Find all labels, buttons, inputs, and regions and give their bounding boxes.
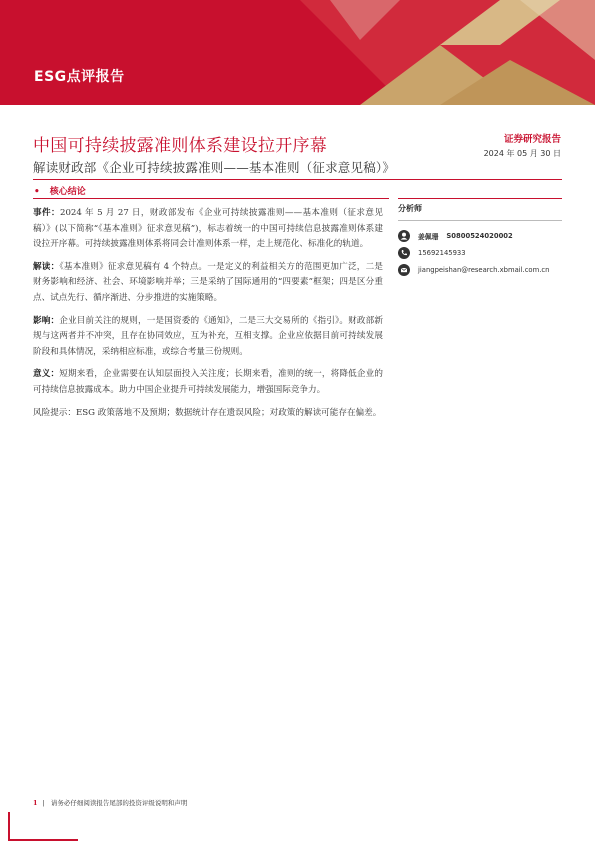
paragraph-event: [33, 206, 383, 253]
paragraph-text: 《基本准则》征求意见稿有 4 个特点。一是定义的利益相关方的范围更加广泛，二是财务影响和经济、社会、环境影响并举；三是采纳了国际通用的“四要素”框架；四是区分重点、试点先行、循序渐进、分步推进的实施策略。: [33, 261, 383, 303]
page-number: 1: [33, 799, 38, 807]
person-icon: [398, 230, 410, 242]
corner-mark-vertical: [8, 812, 10, 841]
paragraph-significance: [33, 367, 383, 398]
title-divider: [33, 179, 562, 180]
paragraph-impact: [33, 314, 383, 361]
analyst-panel: [398, 198, 562, 278]
analyst-divider: [398, 198, 562, 199]
bullet-icon: •: [34, 187, 40, 197]
page-subtitle: 解读财政部《企业可持续披露准则——基本准则（征求意见稿）》: [33, 160, 396, 175]
header-banner: [0, 0, 595, 105]
section-divider: [33, 198, 389, 199]
paragraph-text: 2024 年 5 月 27 日，财政部发布《企业可持续披露准则——基本准则（征求意见稿）》(以下简称“《基本准则》征求意见稿”)，标志着统一的中国可持续信息披露准则体系建设拉开序幕。可持续披露准则体系将同会计准则体系一样，走上规范化、标准化的轨道。: [33, 208, 383, 250]
header-decoration: [0, 0, 595, 105]
analyst-cert: S0800524020002: [446, 231, 513, 240]
report-category: 证券研究报告: [503, 134, 561, 145]
page-footer: [33, 798, 187, 807]
footer-separator: |: [42, 799, 45, 807]
paragraph-label: 意义：: [33, 369, 60, 380]
paragraph-interpretation: [33, 260, 383, 307]
section-heading: [34, 184, 86, 197]
paragraph-label: 风险提示：: [33, 407, 76, 418]
analyst-email-row: [398, 261, 562, 278]
analyst-email[interactable]: jiangpeishan@research.xbmail.com.cn: [418, 265, 550, 274]
body-text: [33, 206, 383, 428]
phone-icon: [398, 247, 410, 259]
section-heading-label: 核心结论: [49, 187, 86, 197]
paragraph-label: 事件：: [33, 208, 60, 218]
report-date: 2024 年 05 月 30 日: [483, 149, 561, 158]
footer-note: 请务必仔细阅读报告尾部的投资评级说明和声明: [50, 799, 188, 807]
analyst-name-row: [398, 227, 562, 244]
analyst-phone: 15692145933: [418, 248, 466, 257]
paragraph-text: 企业目前关注的规则，一是国资委的《通知》，二是三大交易所的《指引》。财政部新规与这两者并不冲突，且存在协同效应，互为补充，互相支撑。企业应依据目前可持续发展阶段和具体情况，采纳相应标准，或综合考量三份规则。: [33, 315, 383, 357]
analyst-name: 姜佩珊: [418, 232, 439, 241]
paragraph-label: 解读：: [33, 261, 60, 272]
paragraph-risk: [33, 406, 383, 422]
page-title: 中国可持续披露准则体系建设拉开序幕: [33, 136, 328, 156]
paragraph-text: 短期来看，企业需要在认知层面投入关注度；长期来看，准则的统一，将降低企业的可持续信息披露成本。助力中国企业提升可持续发展能力，增强国际竞争力。: [33, 369, 383, 395]
analyst-subdivider: [398, 220, 562, 221]
paragraph-text: ESG 政策落地不及预期；数据统计存在遗误风险；对政策的解读可能存在偏差。: [75, 407, 382, 418]
analyst-heading: 分析师: [398, 203, 422, 213]
analyst-phone-row: [398, 244, 562, 261]
report-type-label: ESG点评报告: [34, 69, 125, 85]
mail-icon: [398, 264, 410, 276]
paragraph-label: 影响：: [33, 315, 60, 326]
